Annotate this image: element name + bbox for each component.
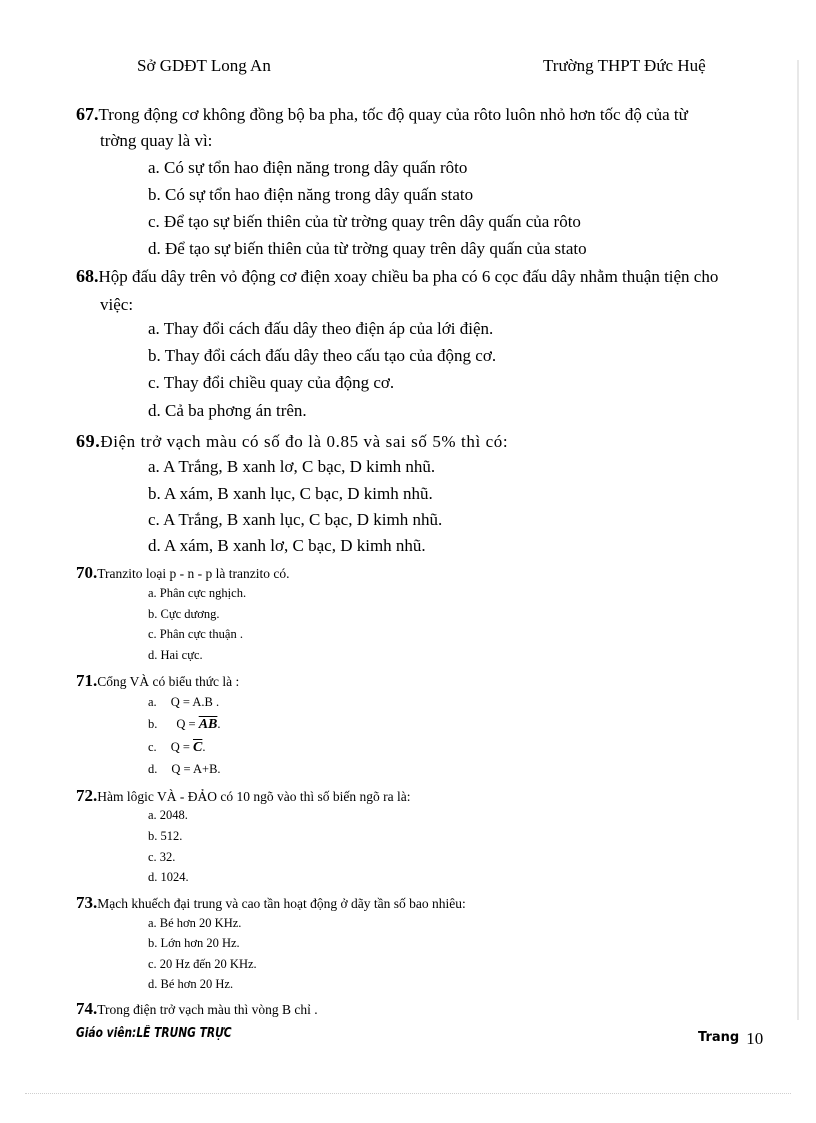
- question-text: Hộp đấu dây trên vỏ động cơ điện xoay chiều ba pha có 6 cọc đấu dây nhằm thuận tiện cho: [98, 267, 719, 286]
- option-label: d.: [148, 762, 158, 776]
- page-label: Trang: [698, 1030, 740, 1045]
- question-71: [76, 671, 239, 691]
- option-d: d. Bé hơn 20 Hz.: [148, 977, 234, 991]
- option-a: a. Phân cực nghịch.: [148, 586, 247, 600]
- question-73: [76, 893, 466, 913]
- question-text: Cổng VÀ có biểu thức là :: [97, 674, 240, 689]
- option-expression-pre: Q =: [170, 740, 190, 754]
- question-74: [76, 999, 318, 1019]
- option-d: d. Hai cực.: [148, 648, 203, 662]
- option-c: c. Phân cực thuận .: [148, 627, 243, 641]
- question-text: Tranzito loại p - n - p là tranzito có.: [97, 566, 290, 581]
- question-68: [76, 263, 780, 290]
- page-number: 10: [746, 1029, 764, 1048]
- question-67: [76, 101, 780, 128]
- option-d: d. A xám, B xanh lơ, C bạc, D kimh nhũ.: [148, 536, 426, 555]
- page-bottom-divider: [25, 1093, 791, 1094]
- option-a: [148, 695, 219, 710]
- question-number: 74.: [76, 999, 98, 1018]
- question-text: Trong động cơ không đồng bộ ba pha, tốc độ quay của rôto luôn nhỏ hơn tốc độ của từ: [98, 105, 688, 124]
- option-d: d. 1024.: [148, 870, 189, 884]
- option-expression-post: .: [202, 740, 206, 754]
- option-label: b.: [148, 717, 158, 731]
- option-c: [148, 740, 205, 756]
- question-number: 73.: [76, 893, 98, 912]
- option-b: b. 512.: [148, 829, 183, 843]
- option-b: [148, 717, 221, 733]
- option-c: c. 32.: [148, 850, 176, 864]
- option-c: c. 20 Hz đến 20 KHz.: [148, 957, 257, 971]
- option-a: a. 2048.: [148, 808, 188, 822]
- overline-expression: $\overline{C}$: [193, 740, 203, 755]
- footer-page: [698, 1026, 763, 1046]
- option-expression-post: .: [217, 717, 221, 731]
- overline-expression: $\overline{AB}$: [198, 717, 218, 732]
- question-text: Điện trở vạch màu có số đo là 0.85 và sai số 5% thì có:: [100, 432, 509, 451]
- question-text: Trong điện trở vạch màu thì vòng B chỉ .: [97, 1002, 318, 1017]
- option-expression-pre: Q =: [176, 717, 196, 731]
- option-a: a. Thay đổi cách đấu dây theo điện áp của lới điện.: [148, 319, 494, 338]
- question-number: 71.: [76, 671, 98, 690]
- option-d: d. Cả ba phơng án trên.: [148, 401, 307, 420]
- option-b: b. A xám, B xanh lục, C bạc, D kimh nhũ.: [148, 484, 433, 503]
- question-number: 69.: [76, 431, 101, 451]
- option-b: b. Có sự tổn hao điện năng trong dây quấn stato: [148, 185, 474, 204]
- option-a: a. Có sự tổn hao điện năng trong dây quấn rôto: [148, 158, 468, 177]
- option-a: a. A Trắng, B xanh lơ, C bạc, D kimh nhũ.: [148, 457, 436, 476]
- option-b: b. Lớn hơn 20 Hz.: [148, 936, 240, 950]
- option-expression: Q = A.B .: [170, 695, 220, 709]
- question-number: 68.: [76, 266, 99, 286]
- header-right: Trường THPT Đức Huệ: [543, 56, 706, 75]
- option-c: c. Để tạo sự biến thiên của từ trờng quay trên dây quấn của rôto: [148, 212, 581, 231]
- question-number: 72.: [76, 786, 98, 805]
- option-c: c. Thay đổi chiều quay của động cơ.: [148, 373, 395, 392]
- option-d: [148, 762, 221, 777]
- option-c: c. A Trắng, B xanh lục, C bạc, D kimh nhũ.: [148, 510, 443, 529]
- footer-teacher: Giáo viên:LÊ TRUNG TRỰC: [76, 1026, 232, 1041]
- page-shadow: [797, 60, 799, 1020]
- question-number: 67.: [76, 104, 99, 124]
- header-left: Sở GDĐT Long An: [137, 56, 271, 75]
- question-text: Mạch khuếch đại trung và cao tần hoạt động ở dãy tần số bao nhiêu:: [97, 896, 466, 911]
- option-label: a.: [148, 695, 157, 709]
- option-b: b. Cực dương.: [148, 607, 220, 621]
- option-label: c.: [148, 740, 157, 754]
- question-72: [76, 786, 410, 806]
- question-67-cont: trờng quay là vì:: [100, 131, 213, 150]
- question-69: [76, 428, 508, 455]
- option-a: a. Bé hơn 20 KHz.: [148, 916, 242, 930]
- option-d: d. Để tạo sự biến thiên của từ trờng quay trên dây quấn của stato: [148, 239, 587, 258]
- question-68-cont: việc:: [100, 295, 134, 314]
- question-70: [76, 563, 289, 583]
- option-b: b. Thay đổi cách đấu dây theo cấu tạo của động cơ.: [148, 346, 497, 365]
- option-expression: Q = A+B.: [171, 762, 221, 776]
- question-text: Hàm lôgic VÀ - ĐẢO có 10 ngõ vào thì số biến ngõ ra là:: [97, 789, 411, 804]
- question-number: 70.: [76, 563, 98, 582]
